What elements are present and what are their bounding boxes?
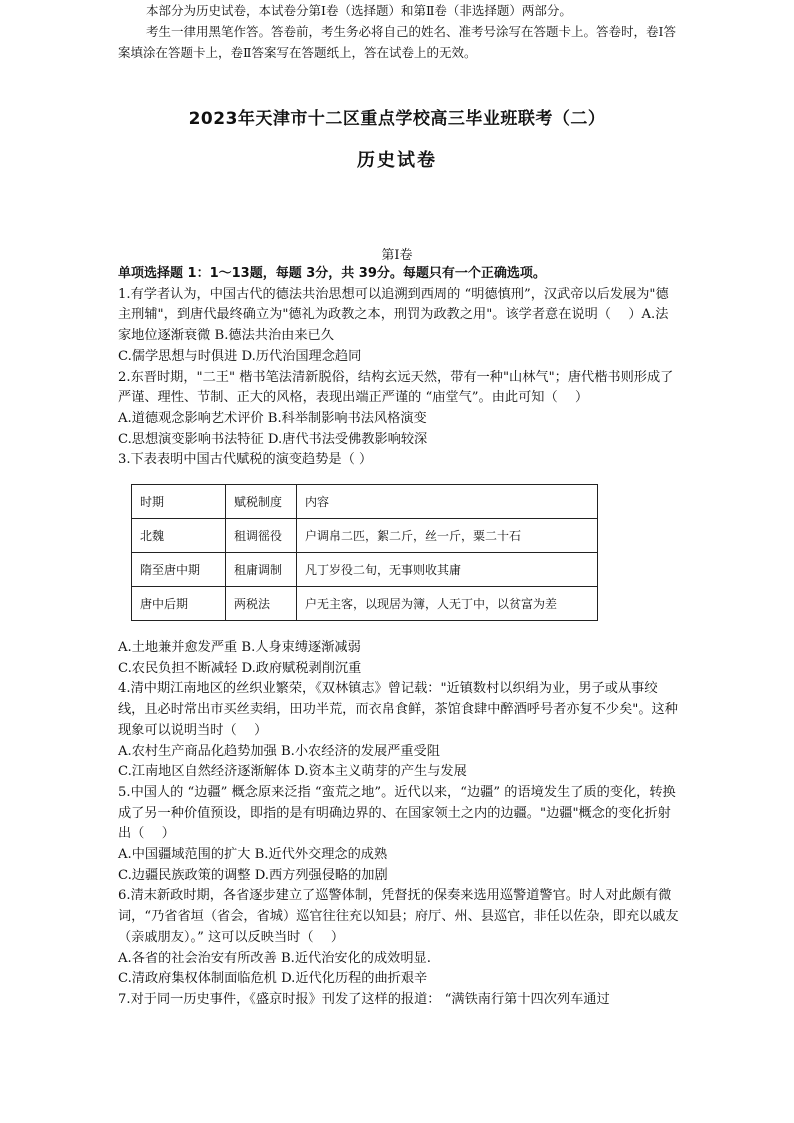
- question-text: C.农民负担不断减轻 D.政府赋税剥削沉重: [118, 660, 362, 676]
- exam-subtitle: 历史试卷: [357, 150, 437, 171]
- question-text: 4.清中期江南地区的丝织业繁荣，《双林镇志》曾记载："近镇数村以织绢为业，男子或从事绞线，且必时常出市买丝卖绢，田功半荒，而衣帛食鲜，茶馆食肆中醉酒呼号者亦复不少矣"。这种现象可以说明当时（ ）: [118, 681, 678, 738]
- table-cell: 隋至唐中期: [132, 553, 226, 587]
- table-header-cell: 赋税制度: [226, 485, 297, 519]
- question-text: C.边疆民族政策的调整 D.西方列强侵略的加剧: [118, 867, 388, 883]
- exam-title: 2023年天津市十二区重点学校高三毕业班联考（二）: [188, 109, 606, 129]
- table-cell: 北魏: [132, 519, 226, 553]
- table-cell: 两税法: [226, 587, 297, 621]
- question-text: 1.有学者认为，中国古代的德法共治思想可以追溯到西周的 “明德慎刑”，汉武帝以后发展为"德主刑辅"，到唐代最终确立为"德礼为政教之本，刑罚为政教之用"。该学者意在说明（ ）A.法家地位逐渐衰微 B.德法共治由来已久: [118, 286, 669, 344]
- questions-block-2: [118, 638, 680, 1011]
- section-heading: 第Ⅰ卷: [381, 248, 413, 263]
- question-text: C.清政府集权体制面临危机 D.近代化历程的曲折艰辛: [118, 971, 428, 987]
- question-text: C.思想演变影响书法特征 D.唐代书法受佛教影响较深: [118, 431, 428, 447]
- intro-paragraph-1: 本部分为历史试卷，本试卷分第Ⅰ卷（选择题）和第Ⅱ卷（非选择题）两部分。: [146, 3, 572, 18]
- question-text: 7.对于同一历史事件，《盛京时报》刊发了这样的报道： “满铁南行第十四次列车通过: [118, 991, 610, 1007]
- table-cell: 凡丁岁役二旬，无事则收其庸: [297, 553, 598, 587]
- tax-table: [131, 484, 598, 621]
- table-cell: 租庸调制: [226, 553, 297, 587]
- intro-block: [118, 0, 678, 63]
- question-text: 5.中国人的 “边疆” 概念原来泛指 “蛮荒之地”。近代以来，“边疆” 的语境发生了质的变化，转换成了另一种价值预设，即指的是有明确边界的、在国家领土之内的边疆。"边疆"概念的变化折射出（ ）: [118, 784, 676, 842]
- section-instructions: 单项选择题 1：1～13题，每题 3分，共 39分。每题只有一个正确选项。: [118, 266, 546, 281]
- table-header-cell: 内容: [297, 485, 598, 519]
- table-header-cell: 时期: [132, 485, 226, 519]
- intro-paragraph-2: 考生一律用黑笔作答。答卷前，考生务必将自己的姓名、准考号涂写在答题卡上。答卷时，卷Ⅰ答案填涂在答题卡上，卷Ⅱ答案写在答题纸上，答在试卷上的无效。: [118, 24, 676, 60]
- table-row: [132, 519, 598, 553]
- question-text: 2.东晋时期，"二王" 楷书笔法清新脱俗，结构玄远天然，带有一种"山林气"；唐代楷书则形成了严谨、理性、节制、正大的风格，表现出端正严谨的 “庙堂气”。由此可知（ ）: [118, 369, 674, 406]
- table-row: [132, 553, 598, 587]
- table-cell: 户调帛二匹，絮二斤，丝一斤，粟二十石: [297, 519, 598, 553]
- questions-block-1: [118, 264, 680, 471]
- question-text: A.农村生产商品化趋势加强 B.小农经济的发展严重受阻: [118, 743, 440, 759]
- table-cell: 租调徭役: [226, 519, 297, 553]
- question-text: A.各省的社会治安有所改善 B.近代治安化的成效明显.: [118, 950, 431, 966]
- table-header-row: [132, 485, 598, 519]
- question-text: C.江南地区自然经济逐渐解体 D.资本主义萌芽的产生与发展: [118, 764, 467, 780]
- table-cell: 户无主客，以现居为簿，人无丁中，以贫富为差: [297, 587, 598, 621]
- question-text: A.道德观念影响艺术评价 B.科举制影响书法风格演变: [118, 410, 427, 426]
- table-cell: 唐中后期: [132, 587, 226, 621]
- question-text: C.儒学思想与时俱进 D.历代治国理念趋同: [118, 348, 362, 364]
- question-text: A.土地兼并愈发严重 B.人身束缚逐渐减弱: [118, 640, 361, 655]
- question-text: 6.清末新政时期，各省逐步建立了巡警体制，凭督抚的保奏来选用巡警道警官。时人对此颇有微词，“乃省省垣（省会，省城）巡官往往充以知县；府厅、州、县巡官，非任以佐杂，即充以戚友（亲戚朋友）。” 这可以反映当时（ ）: [118, 888, 679, 945]
- question-text: 3.下表表明中国古代赋税的演变趋势是（ ）: [118, 452, 373, 468]
- question-text: A.中国疆域范围的扩大 B.近代外交理念的成熟: [118, 847, 388, 863]
- table-row: [132, 587, 598, 621]
